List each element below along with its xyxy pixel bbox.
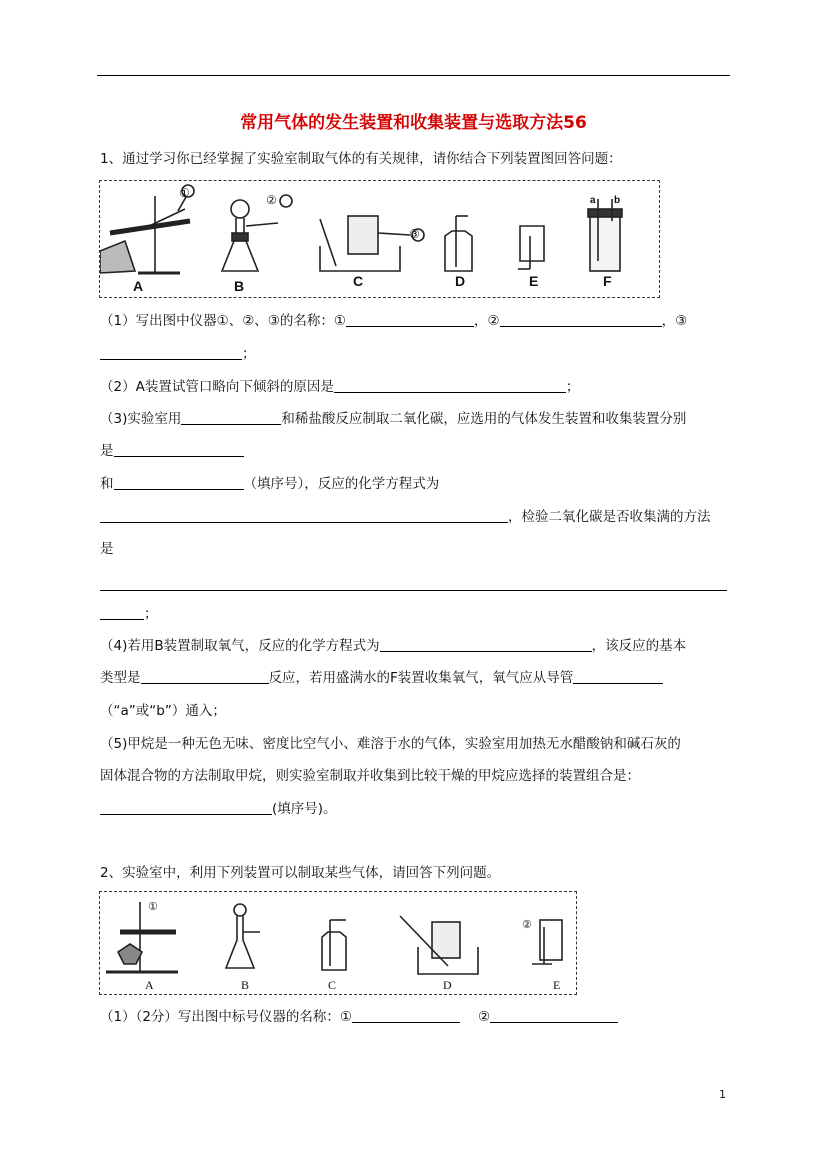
answer-blank-8[interactable] bbox=[100, 508, 508, 523]
page-number: 1 bbox=[719, 1088, 726, 1101]
answer-blank-9[interactable] bbox=[100, 576, 727, 591]
q1-part3-line5: 是 bbox=[100, 541, 114, 557]
q1-intro: 1、通过学习你已经掌握了实验室制取气体的有关规律，请你结合下列装置图回答问题： bbox=[100, 151, 622, 167]
answer-blank-1[interactable] bbox=[346, 312, 474, 327]
answer-blank-6[interactable] bbox=[114, 442, 244, 457]
q1-part3-line6 bbox=[100, 576, 727, 594]
answer-blank-13[interactable] bbox=[573, 669, 663, 684]
q1-part1: （1）写出图中仪器①、②、③的名称：① ，② ，③ bbox=[100, 313, 688, 329]
q2-figure-label-b: B bbox=[241, 978, 250, 992]
q1-apparatus-figure bbox=[99, 180, 660, 298]
mark-1: ① bbox=[179, 186, 190, 200]
q1-part4-line2: 类型是 反应，若用盛满水的F装置收集氧气，氧气应从导管 bbox=[100, 669, 663, 687]
answer-blank-11[interactable] bbox=[380, 637, 592, 652]
header-rule bbox=[97, 75, 730, 76]
q1-part5-line2: 固体混合物的方法制取甲烷，则实验室制取并收集到比较干燥的甲烷应选择的装置组合是： bbox=[100, 768, 640, 784]
figure-label-a: A bbox=[133, 278, 144, 294]
q1-part4-line3: （“a”或“b”）通入； bbox=[100, 703, 226, 719]
q2-intro: 2、实验室中，利用下列装置可以制取某些气体，请回答下列问题。 bbox=[100, 865, 501, 881]
q1-part4: （4)若用B装置制取氧气，反应的化学方程式为 ，该反应的基本 bbox=[100, 638, 687, 654]
answer-blank-7[interactable] bbox=[114, 475, 244, 490]
mark-2: ② bbox=[266, 193, 277, 207]
port-b: b bbox=[614, 195, 621, 206]
q1-part3-line2: 是 bbox=[100, 442, 244, 460]
answer-blank-3[interactable] bbox=[100, 345, 242, 360]
answer-blank-12[interactable] bbox=[141, 669, 269, 684]
q2-answer-blank-1[interactable] bbox=[352, 1008, 460, 1023]
figure-label-e: E bbox=[529, 273, 539, 289]
answer-blank-5[interactable] bbox=[181, 410, 281, 425]
q2-answer-blank-2[interactable] bbox=[490, 1008, 618, 1023]
figure-label-f: F bbox=[603, 273, 612, 289]
q1-part5: （5)甲烷是一种无色无味、密度比空气小、难溶于水的气体，实验室用加热无水醋酸钠和碱石灰的 bbox=[100, 736, 681, 752]
q2-part1: （1）（2分）写出图中标号仪器的名称：① ② bbox=[100, 1008, 618, 1026]
figure-label-b: B bbox=[234, 278, 245, 294]
q1-part3-line4: ，检验二氧化碳是否收集满的方法 bbox=[100, 508, 711, 526]
q2-figure-label-a: A bbox=[145, 978, 154, 992]
q2-mark-1: ① bbox=[148, 901, 158, 913]
mark-3: ③ bbox=[409, 227, 420, 241]
q2-mark-2: ② bbox=[522, 919, 532, 931]
page-title: 常用气体的发生装置和收集装置与选取方法56 bbox=[240, 113, 587, 133]
q2-figure-label-d: D bbox=[443, 978, 452, 992]
q2-figure-label-c: C bbox=[328, 978, 337, 992]
q1-part3-line3: 和 （填序号），反应的化学方程式为 bbox=[100, 476, 440, 492]
answer-blank-10[interactable] bbox=[100, 605, 144, 620]
answer-blank-4[interactable] bbox=[334, 378, 566, 393]
q2-apparatus-drawing bbox=[100, 892, 576, 994]
q1-part5-line3: (填序号)。 bbox=[100, 800, 337, 818]
q1-part2: （2）A装置试管口略向下倾斜的原因是 ； bbox=[100, 379, 580, 395]
q1-part1-cont: ； bbox=[100, 345, 256, 363]
port-a: a bbox=[590, 195, 596, 206]
q2-figure-label-e: E bbox=[553, 978, 561, 992]
figure-label-c: C bbox=[353, 273, 364, 289]
figure-label-d: D bbox=[455, 273, 466, 289]
q2-apparatus-figure bbox=[99, 891, 577, 995]
answer-blank-2[interactable] bbox=[500, 312, 662, 327]
answer-blank-14[interactable] bbox=[100, 800, 272, 815]
q1-part3: （3)实验室用 和稀盐酸反应制取二氧化碳，应选用的气体发生装置和收集装置分别 bbox=[100, 411, 687, 427]
q1-part3-line7: ； bbox=[100, 605, 158, 623]
